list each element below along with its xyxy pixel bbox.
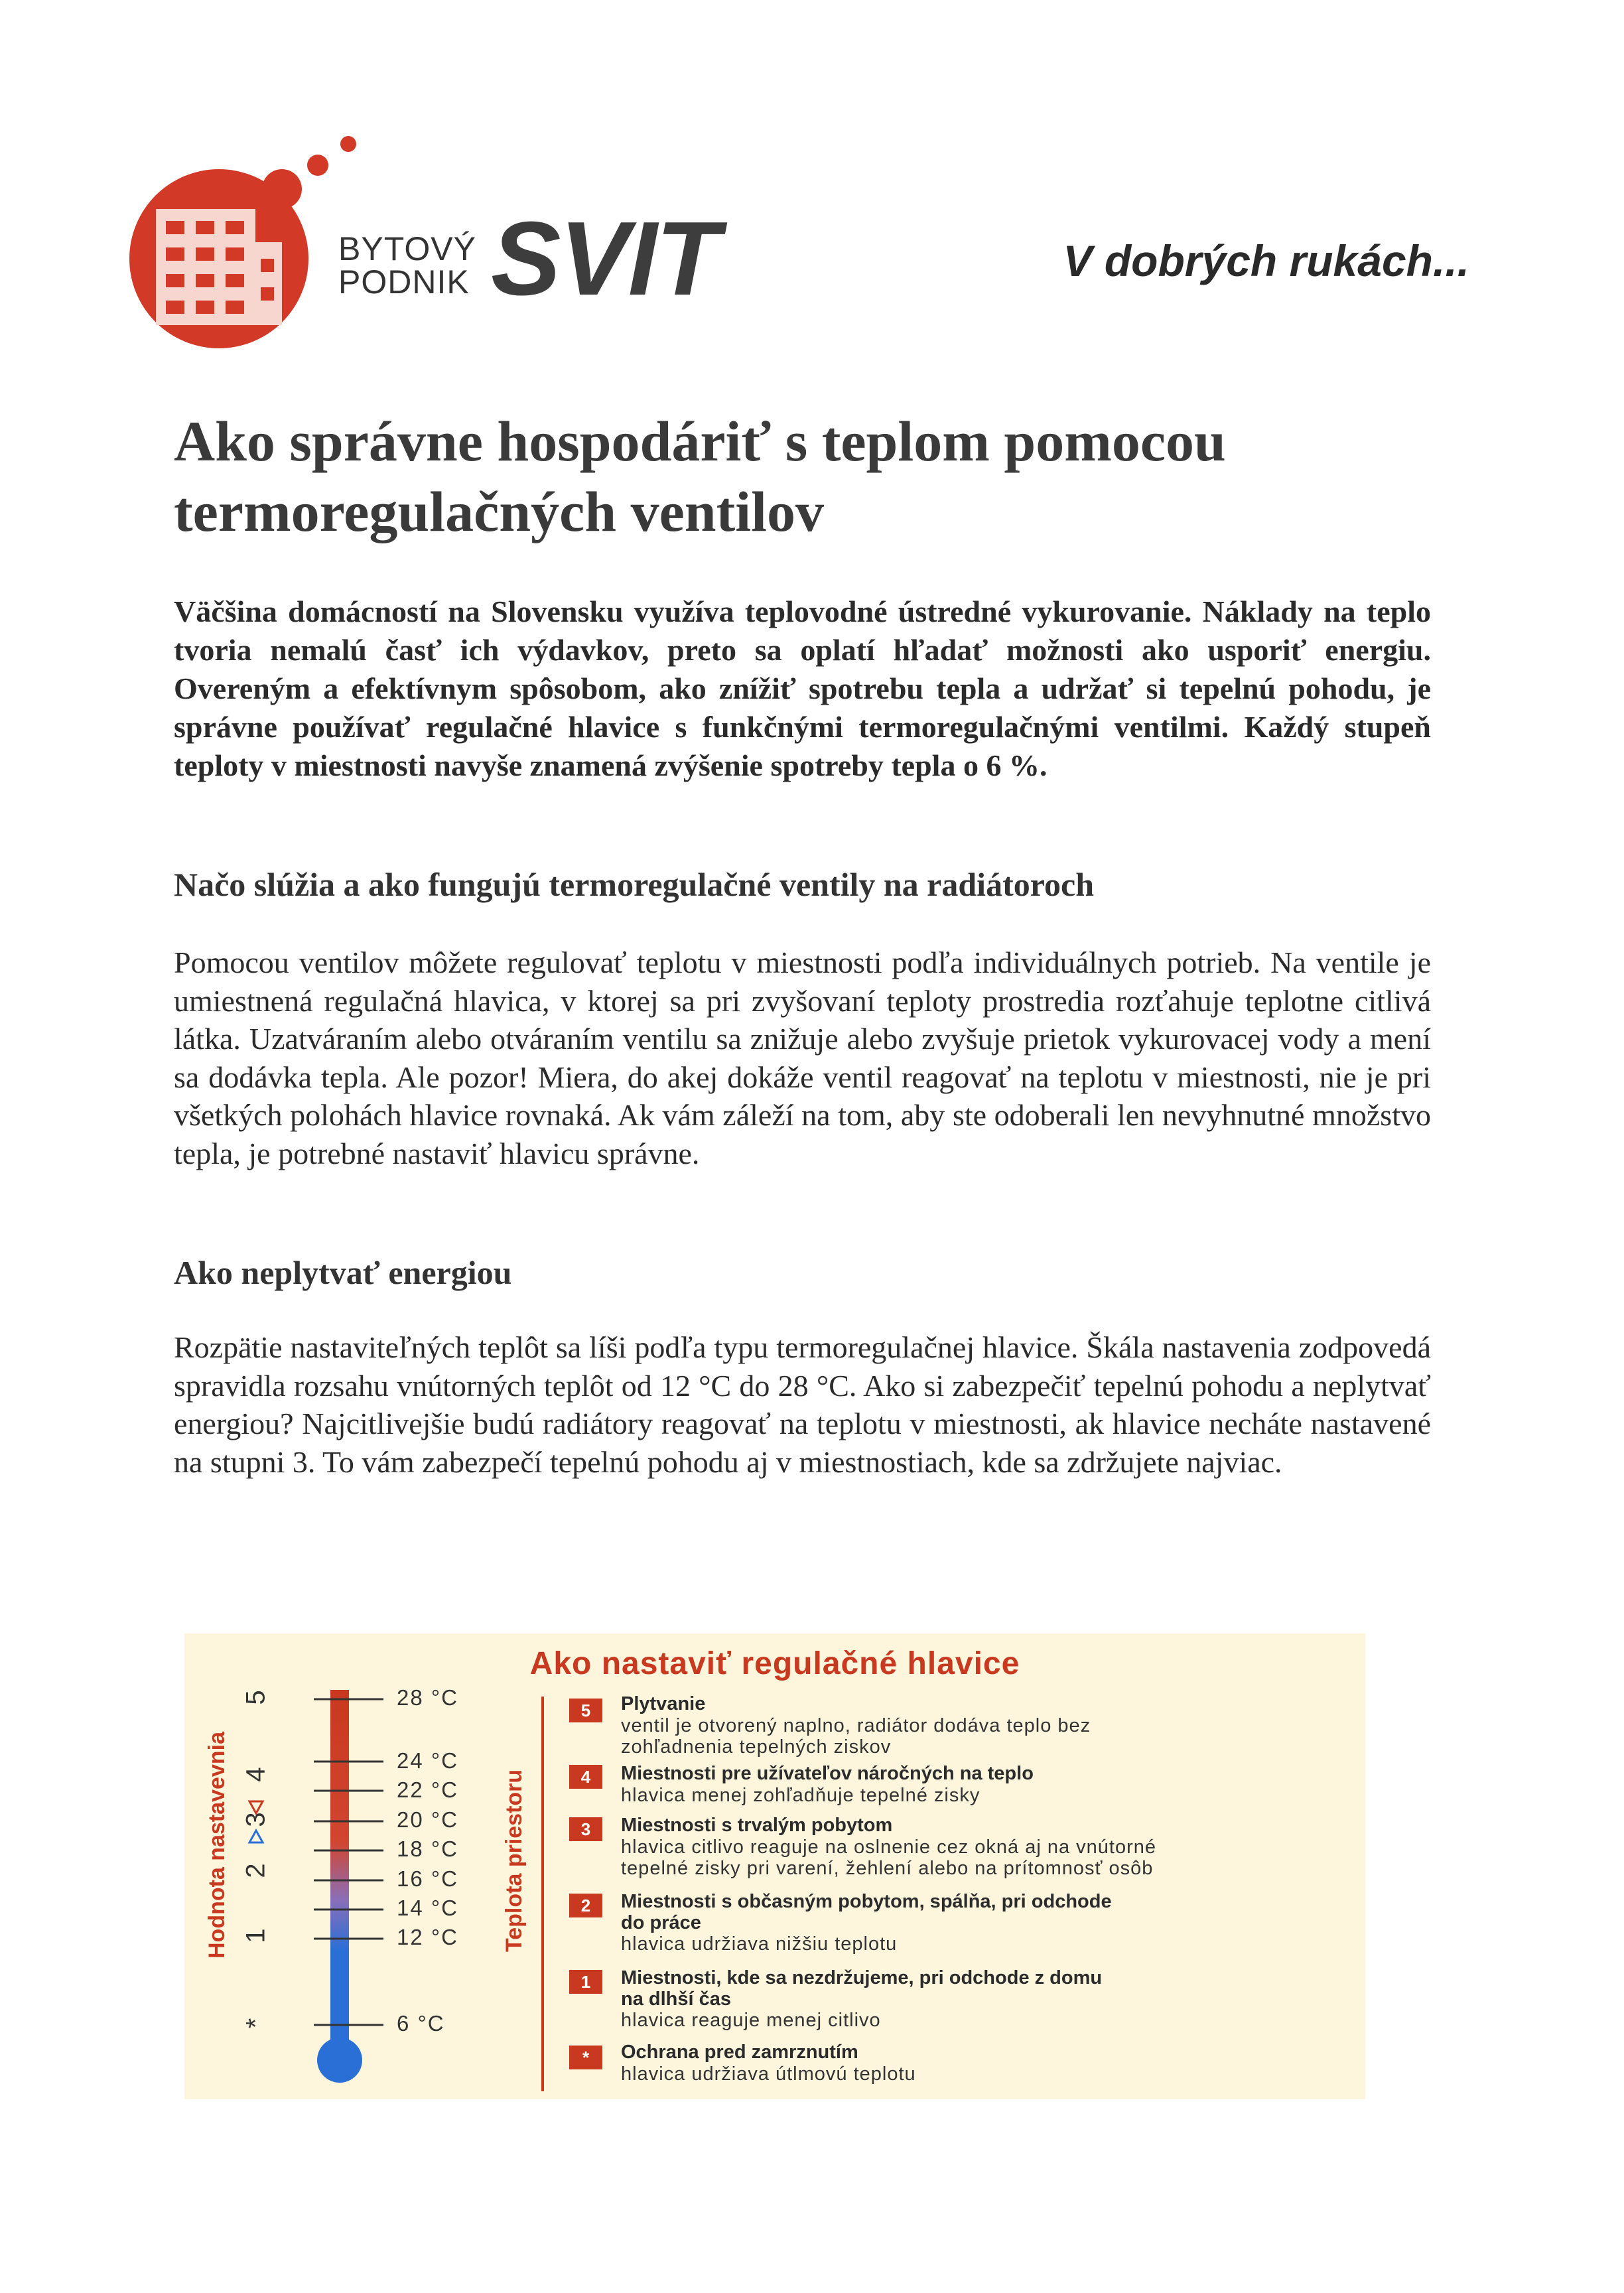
- thermometer-tube: [330, 1690, 349, 2051]
- level-desc-3a: hlavica citlivo reaguje na oslnenie cez okná aj na vnútorné: [621, 1837, 1157, 1858]
- level-desc-frost: hlavica udržiava útlmovú teplotu: [621, 2063, 916, 2085]
- temp-label-6: 6 °C: [397, 2011, 445, 2036]
- company-logo: [129, 136, 740, 355]
- tagline: V dobrých rukách...: [1063, 236, 1469, 285]
- level-desc-5b: zohľadnenia tepelných ziskov: [621, 1736, 892, 1758]
- logo-bubble-small: [340, 136, 356, 152]
- setting-mark-5: 5: [241, 1690, 271, 1705]
- level-badge-3: 3: [569, 1817, 602, 1841]
- section2-heading: Ako neplytvať energiou: [174, 1254, 512, 1291]
- level-title-1b: na dlhší čas: [621, 1988, 732, 2010]
- temp-label-18: 18 °C: [397, 1837, 458, 1861]
- temp-label-28: 28 °C: [397, 1685, 458, 1710]
- setting-mark-2: 2: [241, 1863, 271, 1878]
- level-badge-5: 5: [569, 1699, 602, 1722]
- section1-heading: Načo slúžia a ako fungujú termoregulačné ventily na radiátoroch: [174, 866, 1095, 903]
- infographic-title: Ako nastaviť regulačné hlavice: [529, 1646, 1020, 1681]
- title-line1: Ako správne hospodáriť s teplom pomocou: [174, 409, 1226, 473]
- level-badge-4: 4: [569, 1765, 602, 1789]
- temp-label-24: 24 °C: [397, 1748, 458, 1773]
- title-line2: termoregulačných ventilov: [174, 480, 825, 543]
- temp-label-16: 16 °C: [397, 1866, 458, 1891]
- level-title-frost: Ochrana pred zamrznutím: [621, 2042, 858, 2063]
- logo-name: SVIT: [491, 200, 719, 317]
- level-desc-5a: ventil je otvorený naplno, radiátor dodáva teplo bez: [621, 1715, 1091, 1736]
- level-title-5: Plytvanie: [621, 1693, 706, 1714]
- level-desc-4: hlavica menej zohľadňuje tepelné zisky: [621, 1785, 981, 1806]
- level-desc-1: hlavica reaguje menej citlivo: [621, 2010, 881, 2031]
- logo-line1: BYTOVÝ: [338, 230, 476, 267]
- level-title-1: Miestnosti, kde sa nezdržujeme, pri odchode z domu: [621, 1967, 1103, 1988]
- building-icon-side: [252, 242, 282, 325]
- level-title-2: Miestnosti s občasným pobytom, spálňa, pri odchode: [621, 1891, 1112, 1912]
- logo-circle: [129, 169, 308, 348]
- level-title-2b: do práce: [621, 1912, 701, 1933]
- logo-text: [338, 232, 476, 299]
- temp-label-22: 22 °C: [397, 1777, 458, 1802]
- level-title-3: Miestnosti s trvalým pobytom: [621, 1815, 893, 1836]
- section2-paragraph: Rozpätie nastaviteľných teplôt sa líši podľa typu termoregulačnej hlavice. Škála nastavenia zodpovedá spravidla rozsahu vnútorných teplôt od 12 °C do 28 °C. Ako si zabezpečiť tepelnú pohodu a neplytvať energiou? Najcitlivejšie budú radiátory reagovať na teplotu v miestnosti, ak hlavice necháte nastavené na stupni 3. To vám zabezpečí tepelnú pohodu aj v miestnostiach, kde sa zdržujete najviac.: [174, 1330, 1431, 1479]
- level-desc-2: hlavica udržiava nižšiu teplotu: [621, 1933, 898, 1955]
- temp-label-12: 12 °C: [397, 1925, 458, 1949]
- temp-label-14: 14 °C: [397, 1896, 458, 1920]
- setting-mark-3: 3: [241, 1812, 271, 1827]
- temp-label-20: 20 °C: [397, 1807, 458, 1832]
- level-badge-frost: *: [569, 2046, 602, 2069]
- thermometer-bulb: [317, 2038, 362, 2083]
- logo-line2: PODNIK: [338, 263, 470, 301]
- level-badge-2: 2: [569, 1894, 602, 1917]
- section1-paragraph: Pomocou ventilov môžete regulovať teplotu v miestnosti podľa individuálnych potrieb. Na ventile je umiestnená regulačná hlavica, v ktorej sa pri zvyšovaní teploty prostredia rozťahuje teplotne citlivá látka. Uzatváraním alebo otváraním ventilu sa znižuje alebo zvyšuje prietok vykurovacej vody a mení sa dodávka tepla. Ale pozor! Miera, do akej dokáže ventil reagovať na teplotu v miestnosti, nie je pri všetkých polohách hlavice rovnaká. Ak vám záleží na tom, aby ste odoberali len nevyhnutné množstvo tepla, je potrebné nastaviť hlavicu správne.: [174, 945, 1431, 1170]
- setting-axis-label: Hodnota nastavevnia: [204, 1732, 230, 1959]
- logo-bubble-medium: [307, 155, 328, 176]
- intro-paragraph: Väčšina domácností na Slovensku využíva teplovodné ústredné vykurovanie. Náklady na teplo tvoria nemalú časť ich výdavkov, preto sa oplatí hľadať možnosti ako usporiť energiu. Overeným a efektívnym spôsobom, ako znížiť spotrebu tepla a udržať si tepelnú pohodu, je správne používať regulačné hlavice s funkčnými termoregulačnými ventilmi. Každý stupeň teploty v miestnosti navyše znamená zvýšenie spotreby tepla o 6 %.: [174, 594, 1431, 782]
- level-badge-1: 1: [569, 1970, 602, 1994]
- page-title: [174, 406, 1474, 547]
- setting-mark-4: 4: [241, 1767, 271, 1782]
- temperature-axis-label: Teplota priestoru: [502, 1769, 527, 1952]
- setting-mark-1: 1: [241, 1928, 271, 1943]
- thermostat-infographic: [184, 1633, 1365, 2099]
- level-title-4: Miestnosti pre užívateľov náročných na teplo: [621, 1763, 1034, 1784]
- setting-mark-frost: *: [241, 2018, 271, 2029]
- level-desc-3b: tepelné zisky pri varení, žehlení alebo na prítomnosť osôb: [621, 1858, 1154, 1879]
